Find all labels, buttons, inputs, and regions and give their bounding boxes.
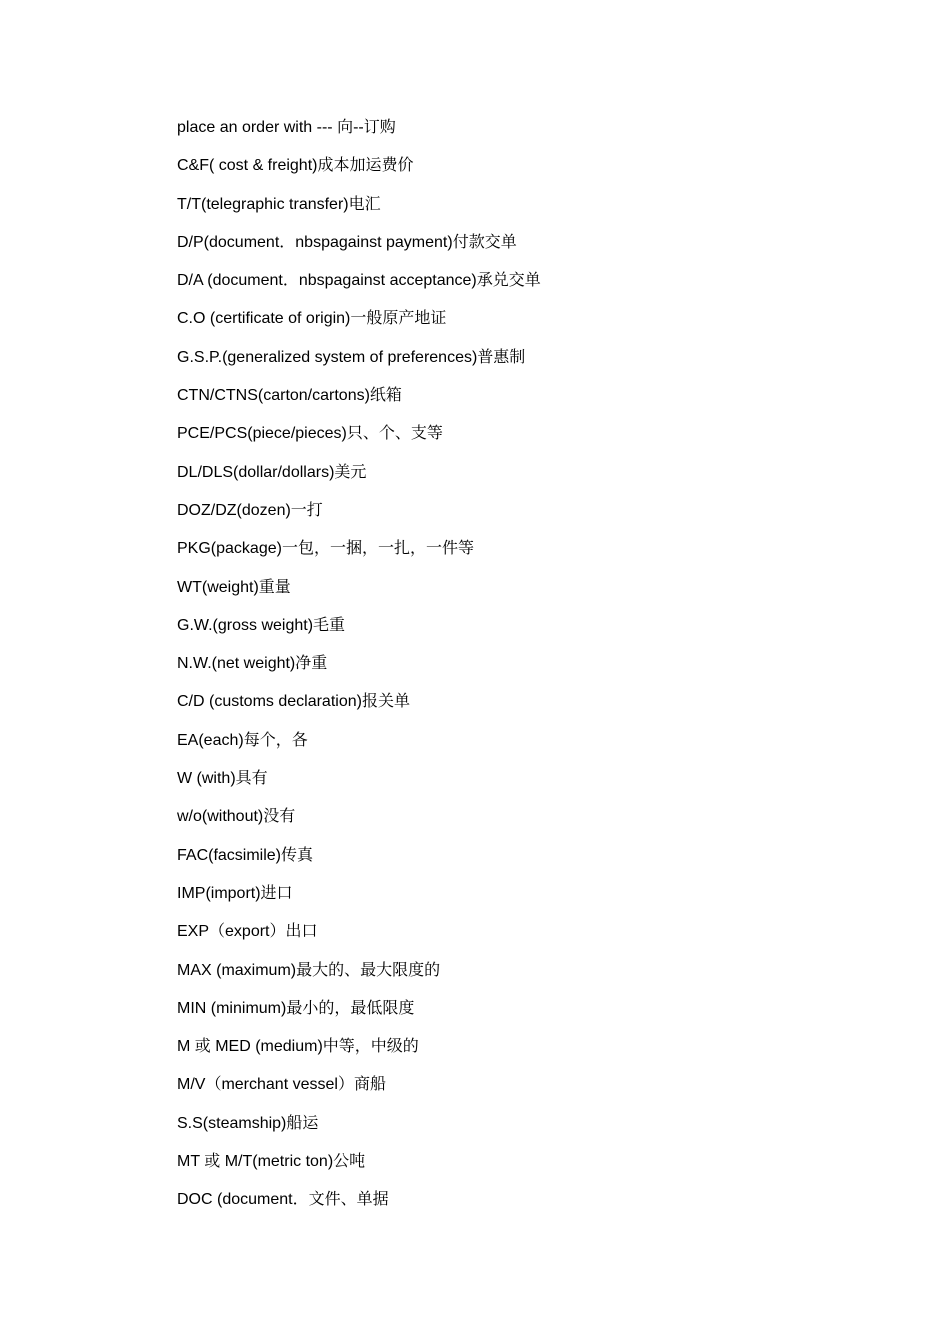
list-item: PCE/PCS(piece/pieces)只、个、支等 (177, 425, 443, 443)
list-item: T/T(telegraphic transfer)电汇 (177, 195, 381, 213)
list-item: IMP(import)进口 (177, 884, 293, 902)
list-item: MAX (maximum)最大的、最大限度的 (177, 961, 441, 979)
list-item: DOC (document．文件、单据 (177, 1191, 389, 1209)
list-item: WT(weight)重量 (177, 578, 291, 596)
list-item: FAC(facsimile)传真 (177, 846, 314, 864)
list-item: DL/DLS(dollar/dollars)美元 (177, 463, 367, 481)
list-item: G.W.(gross weight)毛重 (177, 616, 346, 634)
list-item: D/A (document．nbspagainst acceptance)承兑交单 (177, 272, 541, 290)
list-item: M/V（merchant vessel）商船 (177, 1076, 386, 1094)
list-item: PKG(package)一包，一捆，一扎，一件等 (177, 540, 474, 558)
list-item: W (with)具有 (177, 770, 268, 788)
list-item: place an order with --- 向--订购 (177, 119, 396, 136)
list-item: G.S.P.(generalized system of preferences)普惠制 (177, 348, 526, 366)
list-item: EXP（export）出口 (177, 923, 318, 941)
list-item: EA(each)每个，各 (177, 731, 308, 749)
list-item: CTN/CTNS(carton/cartons)纸箱 (177, 387, 402, 405)
list-item: M 或 MED (medium)中等，中级的 (177, 1038, 419, 1056)
list-item: N.W.(net weight)净重 (177, 655, 328, 673)
list-item: C/D (customs declaration)报关单 (177, 693, 410, 711)
list-item: C.O (certificate of origin)一般原产地证 (177, 310, 447, 328)
list-item: MT 或 M/T(metric ton)公吨 (177, 1153, 366, 1171)
list-item: DOZ/DZ(dozen)一打 (177, 501, 323, 519)
list-item: w/o(without)没有 (177, 808, 296, 826)
list-item: D/P(document．nbspagainst payment)付款交单 (177, 233, 517, 251)
list-item: S.S(steamship)船运 (177, 1114, 319, 1132)
abbreviation-list (177, 117, 877, 1228)
list-item: C&F( cost & freight)成本加运费价 (177, 157, 414, 175)
list-item: MIN (minimum)最小的，最低限度 (177, 999, 415, 1017)
